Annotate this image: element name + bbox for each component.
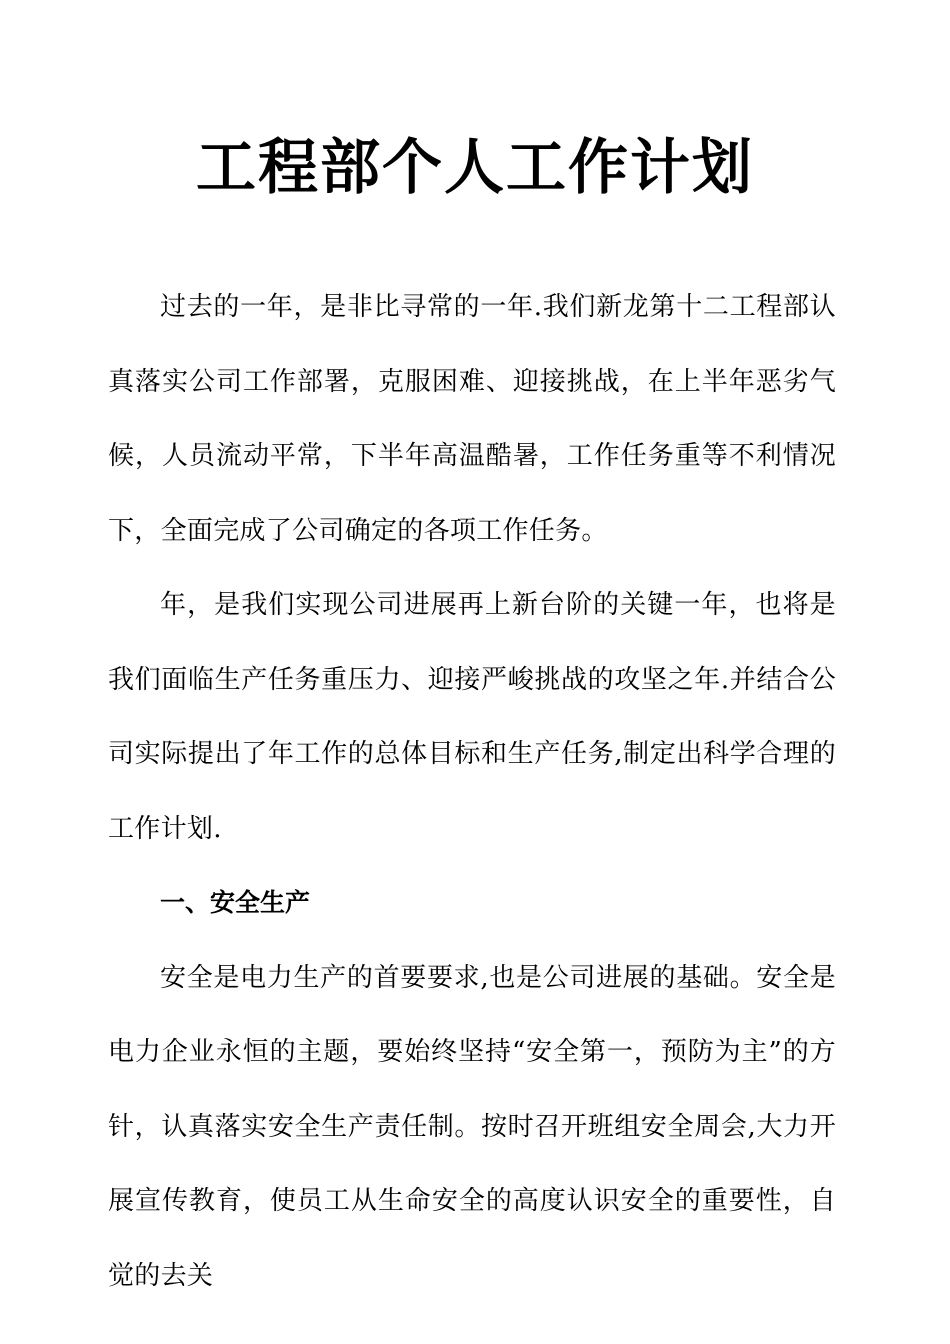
plan-paragraph: 年，是我们实现公司进展再上新台阶的关键一年，也将是我们面临生产任务重压力、迎接严峻挑战的攻坚之年.并结合公司实际提出了年工作的总体目标和生产任务,制定出科学合理的工作计划. xyxy=(108,590,836,844)
document-body xyxy=(108,270,836,1313)
safety-paragraph: 安全是电力生产的首要要求,也是公司进展的基础。安全是电力企业永恒的主题，要始终坚持“安全第一，预防为主”的方针，认真落实安全生产责任制。按时召开班组安全周会,大力开展宣传教育，使员工从生命安全的高度认识安全的重要性，自觉的去关 xyxy=(108,962,836,1291)
intro-paragraph: 过去的一年，是非比寻常的一年.我们新龙第十二工程部认真落实公司工作部署，克服困难、迎接挑战，在上半年恶劣气候，人员流动平常，下半年高温酷暑，工作任务重等不利情况下，全面完成了公司确定的各项工作任务。 xyxy=(108,292,836,546)
document-title: 工程部个人工作计划 xyxy=(196,133,754,203)
section-heading-safety: 一、安全生产 xyxy=(160,888,311,917)
